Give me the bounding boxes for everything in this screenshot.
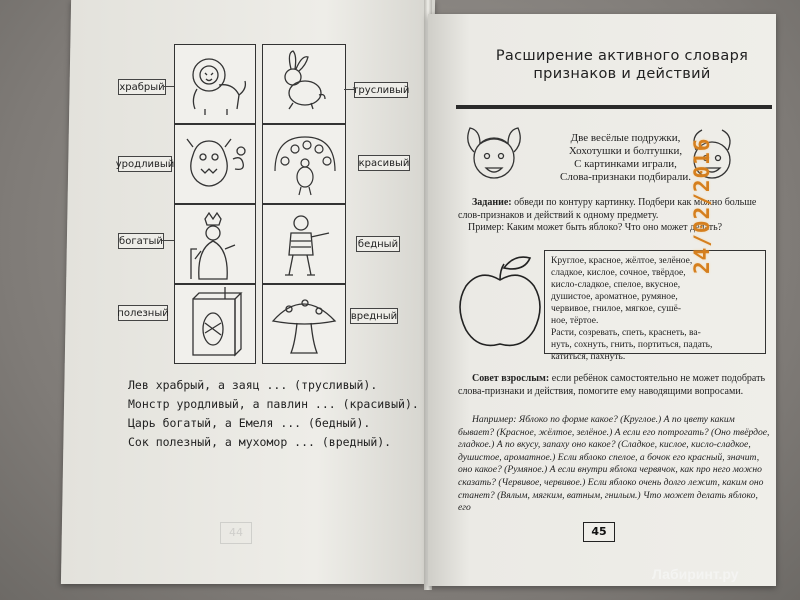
task-text: обведи по контуру картинку. Подбери как можно больше слов-признаков и действий к одному предмету. bbox=[458, 197, 757, 221]
poem-line: Слова-признаки подбирали. bbox=[560, 171, 692, 183]
tsar-picture bbox=[174, 204, 256, 284]
sentences-block bbox=[128, 376, 419, 452]
date-stamp-text: 24/02/2016 bbox=[690, 137, 714, 274]
connector-line bbox=[162, 240, 174, 241]
watermark: Лабиринт.ру bbox=[652, 566, 739, 582]
word-line: червивое, гнилое, мягкое, сушё- bbox=[551, 304, 681, 314]
connector-line bbox=[164, 86, 174, 87]
girl-face-left-picture bbox=[458, 118, 530, 190]
mushroom-picture bbox=[262, 284, 346, 364]
adjective-label: храбрый bbox=[118, 79, 166, 95]
date-stamp bbox=[690, 84, 750, 274]
adjective-label: богатый bbox=[118, 233, 164, 249]
emelya-picture bbox=[262, 204, 346, 284]
sentence: Царь богатый, а Емеля ... (бедный). bbox=[128, 416, 371, 430]
sentence: Лев храбрый, а заяц ... (трусливый). bbox=[128, 378, 378, 392]
monster-picture bbox=[174, 124, 256, 204]
juice-box-picture bbox=[174, 284, 256, 364]
word-line: сладкое, кислое, сочное, твёрдое, bbox=[551, 268, 686, 278]
right-page-number: 45 bbox=[583, 522, 615, 542]
adjective-label: красивый bbox=[358, 155, 410, 171]
adjective-label: трусливый bbox=[354, 82, 408, 98]
word-line: кисло-сладкое, спелое, вкусное, bbox=[551, 280, 681, 290]
peacock-picture bbox=[262, 124, 346, 204]
sentence: Сок полезный, а мухомор ... (вредный). bbox=[128, 435, 392, 449]
adjective-label: полезный bbox=[118, 305, 168, 321]
adjective-label: бедный bbox=[356, 236, 400, 252]
word-line: ное, тёртое. bbox=[551, 316, 599, 326]
poem-line: Хохотушки и болтушки, bbox=[568, 145, 683, 157]
poem-line: Две весёлые подружки, bbox=[570, 132, 681, 144]
advice-paragraph bbox=[458, 372, 770, 398]
example-question bbox=[468, 222, 722, 233]
word-line: Расти, созревать, спеть, краснеть, ва- bbox=[551, 328, 701, 338]
page-title bbox=[472, 48, 772, 82]
hare-picture bbox=[262, 44, 346, 124]
lion-picture bbox=[174, 44, 256, 124]
poem bbox=[560, 132, 691, 184]
adjective-label: уродливый bbox=[118, 156, 172, 172]
left-page-number: 44 bbox=[220, 522, 252, 544]
adjective-label: вредный bbox=[350, 308, 398, 324]
example-label: Пример: bbox=[468, 222, 505, 233]
word-line: нуть, сохнуть, гнить, портиться, падать, bbox=[551, 340, 713, 350]
example-text: Каким может быть яблоко? Что оно может делать? bbox=[506, 222, 723, 233]
word-line: катиться, пахнуть. bbox=[551, 352, 626, 362]
apple-picture bbox=[458, 252, 542, 348]
example-paragraph: Например: Яблоко по форме какое? (Круглое.) А по цвету каким бывает? (Красное, жёлтое, зелёное.) А если его потрогать? (Оно твёрдое, гладкое.) А по вкусу, запаху оно какое? (Сладкое, кислое, кисло-сладкое, душистое, ароматное.) Если яблоко спелое, а бочок его красный, значит, оно какое? (Румяное.) А если внутри яблока червячок, как про него можно сказать? (Червивое, червивое.) Если яблоко очень долго лежит, каким оно станет? (Вялым, мягким, ватным, гнилым.) Что может делать яблоко, его bbox=[458, 414, 770, 514]
advice-text: если ребёнок самостоятельно не может подобрать слова-признаки и действия, помогите ему наводящими вопросами. bbox=[458, 373, 766, 397]
picture-grid bbox=[174, 44, 344, 362]
sentence: Монстр уродливый, а павлин ... (красивый). bbox=[128, 397, 419, 411]
connector-line bbox=[344, 89, 354, 90]
title-line-1: Расширение активного словаря bbox=[495, 48, 749, 64]
advice-label: Совет взрослым: bbox=[472, 373, 550, 384]
word-line: душистое, ароматное, румяное, bbox=[551, 292, 678, 302]
word-line: Круглое, красное, жёлтое, зелёное, bbox=[551, 256, 693, 266]
title-line-2: признаков и действий bbox=[533, 66, 711, 82]
task-label: Задание: bbox=[472, 197, 512, 208]
poem-line: С картинками играли, bbox=[574, 158, 677, 170]
